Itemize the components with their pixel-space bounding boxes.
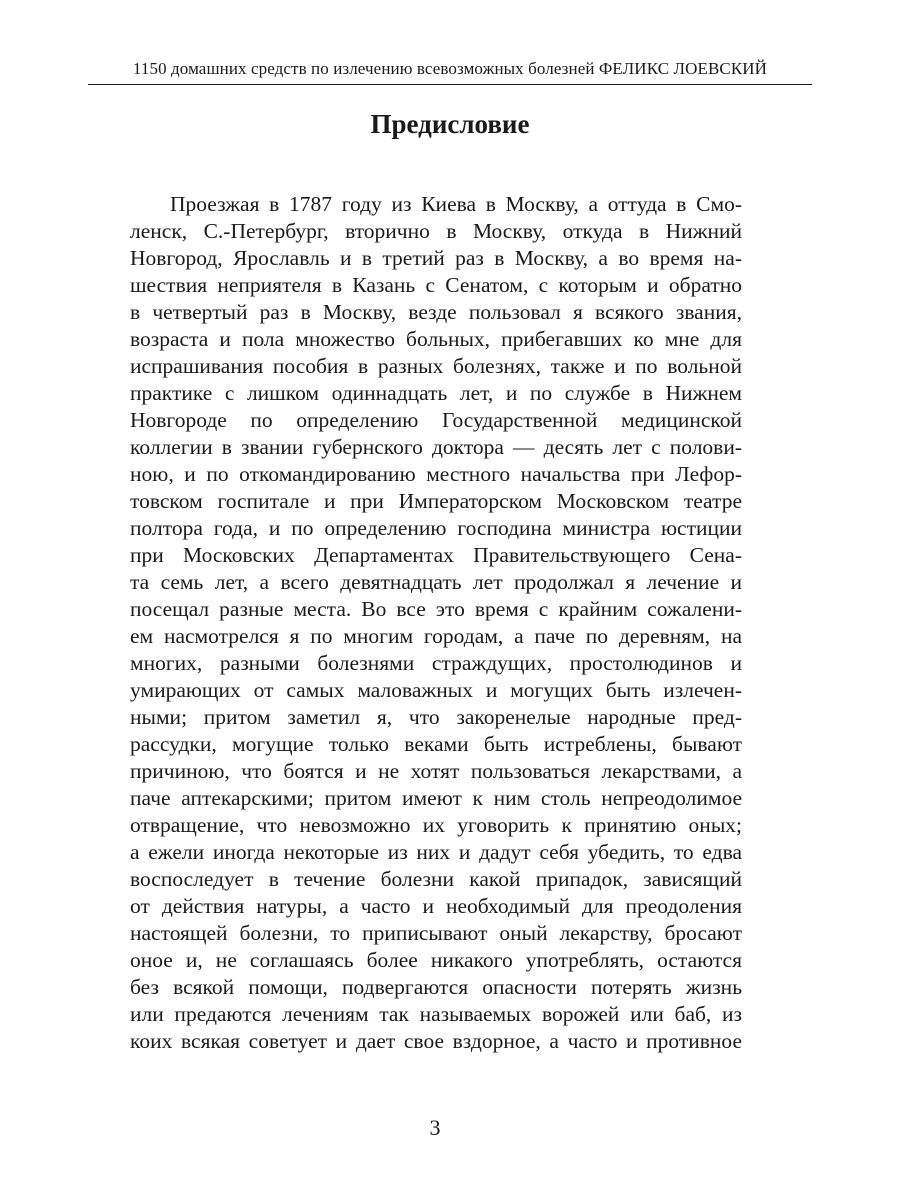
- text-line: практике с лишком одиннадцать лет, и по службе в Нижнем: [130, 381, 742, 405]
- text-line: Новгород, Ярославль и в третий раз в Москву, а во время на-: [130, 246, 742, 270]
- text-line: товском госпитале и при Императорском Московском театре: [130, 489, 742, 513]
- text-line: рассудки, могущие только веками быть истреблены, бывают: [130, 732, 742, 756]
- text-line: возраста и пола множество больных, прибегавших ко мне для: [130, 327, 742, 351]
- text-line: ною, и по откомандированию местного начальства при Лефор-: [130, 462, 742, 486]
- text-line: при Московских Департаментах Правительствующего Сена-: [130, 543, 742, 567]
- text-line: паче аптекарскими; притом имеют к ним столь непреодолимое: [130, 786, 742, 810]
- text-line: или предаются лечениям так называемых ворожей или баб, из: [130, 1002, 742, 1026]
- text-line: та семь лет, а всего девятнадцать лет продолжал я лечение и: [130, 570, 742, 594]
- text-line: причиною, что боятся и не хотят пользоваться лекарствами, а: [130, 759, 742, 783]
- text-line: посещал разные места. Во все это время с крайним сожалени-: [130, 597, 742, 621]
- text-line: оное и, не соглашаясь более никакого употреблять, остаются: [130, 948, 742, 972]
- text-line: полтора года, и по определению господина министра юстиции: [130, 516, 742, 540]
- text-line: а ежели иногда некоторые из них и дадут себя убедить, то едва: [130, 840, 742, 864]
- text-line: в четвертый раз в Москву, везде пользовал я всякого звания,: [130, 300, 742, 324]
- running-head: 1150 домашних средств по излечению всевозможных болезней ФЕЛИКС ЛОЕВСКИЙ: [132, 59, 768, 78]
- text-line: умирающих от самых маловажных и могущих быть излечен-: [130, 678, 742, 702]
- chapter-title: Предисловие: [370, 109, 530, 139]
- text-line: ленск, С.-Петербург, вторично в Москву, откуда в Нижний: [130, 219, 742, 243]
- text-line: отвращение, что невозможно их уговорить к принятию оных;: [130, 813, 742, 837]
- text-line: без всякой помощи, подвергаются опасности потерять жизнь: [130, 975, 742, 999]
- text-line: воспоследует в течение болезни какой припадок, зависящий: [130, 867, 742, 891]
- page-number: 3: [429, 1115, 441, 1140]
- text-line: испрашивания пособия в разных болезнях, также и по вольной: [130, 354, 742, 378]
- text-line: Проезжая в 1787 году из Киева в Москву, а оттуда в Смо-: [170, 192, 742, 216]
- text-line: от действия натуры, а часто и необходимый для преодоления: [130, 894, 742, 918]
- text-line: многих, разными болезнями страждущих, простолюдинов и: [130, 651, 742, 675]
- text-line: коллегии в звании губернского доктора — десять лет с полови-: [130, 435, 742, 459]
- text-line: шествия неприятеля в Казань с Сенатом, с которым и обратно: [130, 273, 742, 297]
- body-paragraph: [130, 191, 742, 1055]
- text-line: ными; притом заметил я, что закоренелые народные пред-: [130, 705, 742, 729]
- text-line: настоящей болезни, то приписывают оный лекарству, бросают: [130, 921, 742, 945]
- text-line: Новгороде по определению Государственной медицинской: [130, 408, 742, 432]
- text-line: коих всякая советует и дает свое вздорное, а часто и противное: [130, 1029, 742, 1053]
- header-rule: [88, 84, 812, 85]
- text-line: ем насмотрелся я по многим городам, а паче по деревням, на: [130, 624, 742, 648]
